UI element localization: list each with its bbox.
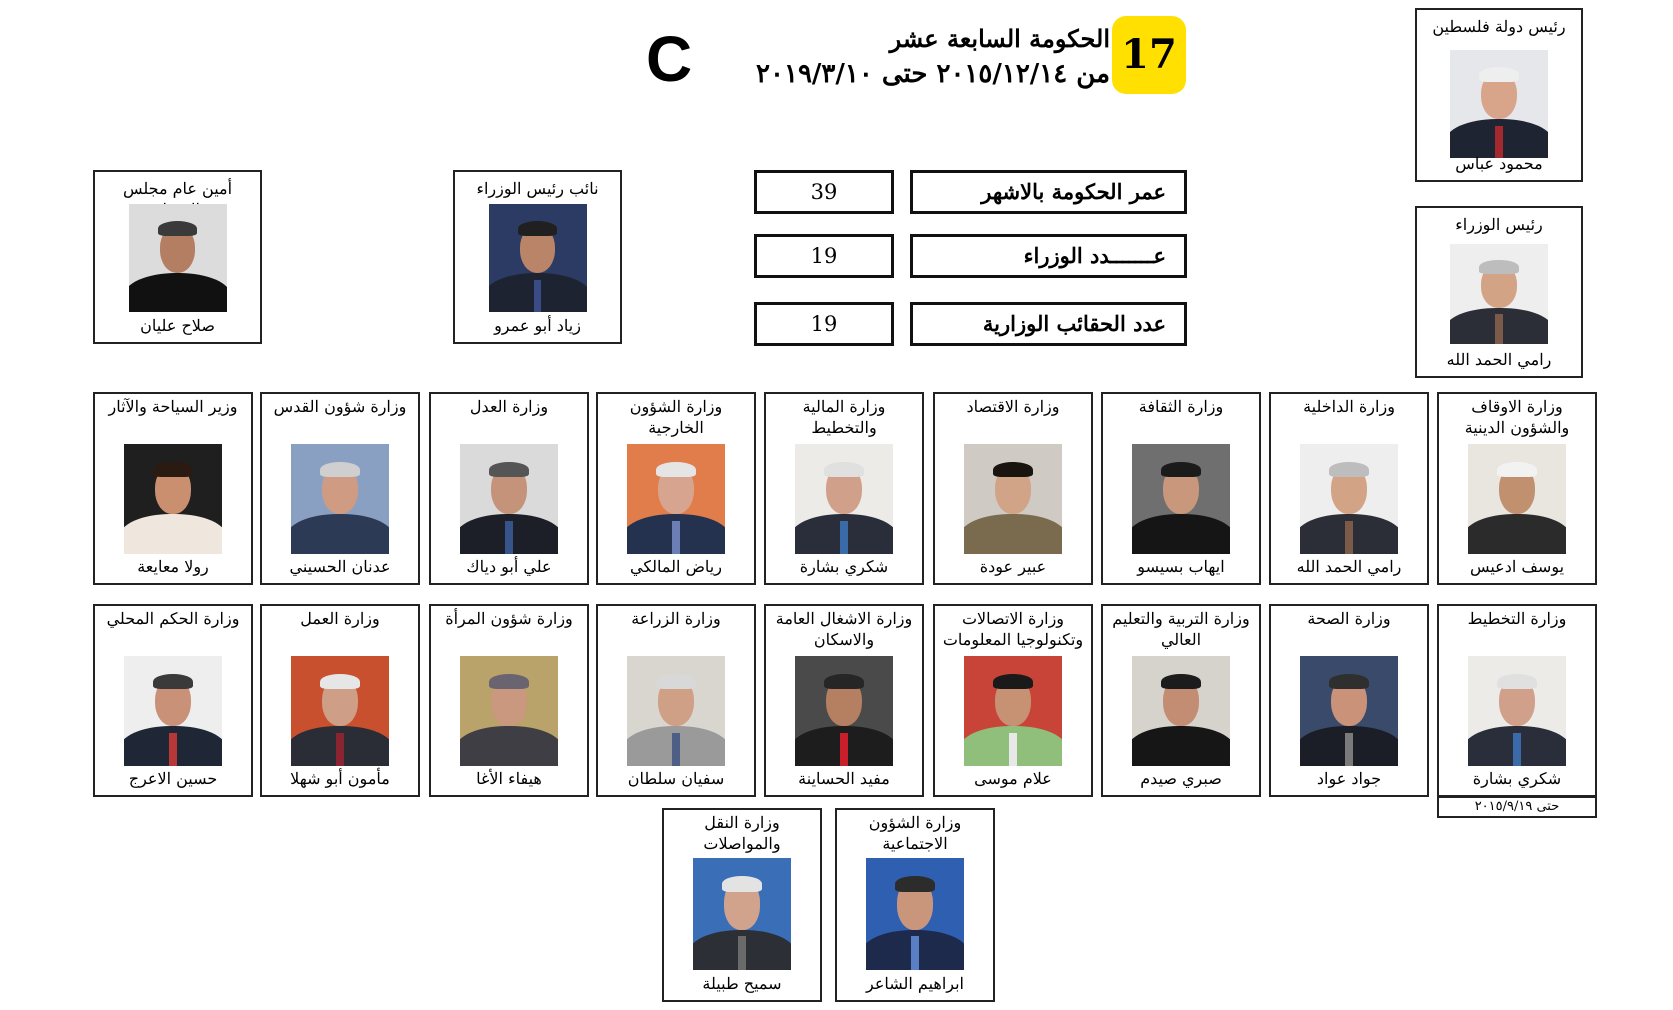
portrait-photo — [1468, 444, 1566, 554]
portrait-photo — [964, 444, 1062, 554]
card-role: وزارة الداخلية — [1303, 397, 1395, 416]
portrait-tie — [336, 733, 344, 766]
minister-card — [933, 392, 1093, 585]
card-name: زياد أبو عمرو — [494, 316, 581, 335]
card-name: مأمون أبو شهلا — [290, 769, 390, 788]
portrait-hair — [489, 674, 528, 689]
card-role: وزير السياحة والآثار — [108, 397, 238, 416]
card-role: وزارة الاتصالات وتكنولوجيا المعلومات — [942, 609, 1084, 649]
info-value-months: 39 — [754, 170, 894, 214]
card-name: شكري بشارة — [799, 557, 889, 576]
portrait-photo — [460, 444, 558, 554]
card-role: رئيس الوزراء — [1455, 215, 1543, 234]
portrait-tie — [174, 280, 182, 312]
minister-card — [1269, 392, 1429, 585]
portrait-tie — [1177, 521, 1185, 554]
card-name: ايهاب بسيسو — [1137, 557, 1225, 576]
card-role: وزارة الاوقاف والشؤون الدينية — [1464, 397, 1570, 437]
portrait-photo — [1450, 244, 1548, 344]
portrait-tie — [1345, 521, 1353, 554]
card-role: أمين عام مجلس — [122, 179, 233, 198]
card-name: هيفاء الأغا — [476, 769, 542, 788]
portrait-hair — [1329, 462, 1368, 477]
minister-card — [1437, 604, 1597, 797]
portrait-hair — [1329, 674, 1368, 689]
planning-term-note: حتى ٢٠١٥/٩/١٩ — [1437, 796, 1597, 818]
card-role: وزارة الثقافة — [1138, 397, 1224, 416]
portrait-photo — [1132, 444, 1230, 554]
portrait-photo — [1450, 50, 1548, 158]
portrait-hair — [722, 876, 761, 892]
portrait-hair — [320, 462, 359, 477]
official-card — [93, 170, 262, 344]
card-name: حسين الاعرج — [128, 769, 218, 788]
portrait-hair — [1161, 674, 1200, 689]
info-value-ministers: 19 — [754, 234, 894, 278]
portrait-photo — [627, 656, 725, 766]
card-role: وزارة شؤون المرأة — [445, 609, 573, 628]
minister-card — [596, 392, 756, 585]
minister-card — [1437, 392, 1597, 585]
portrait-photo — [460, 656, 558, 766]
portrait-tie — [840, 521, 848, 554]
portrait-tie — [1345, 733, 1353, 766]
minister-card — [260, 392, 420, 585]
minister-card — [93, 392, 253, 585]
card-name: علام موسى — [974, 769, 1052, 788]
portrait-hair — [824, 674, 863, 689]
portrait-photo — [1300, 656, 1398, 766]
portrait-tie — [1513, 521, 1521, 554]
card-name: يوسف ادعيس — [1469, 557, 1565, 576]
portrait-hair — [1497, 462, 1536, 477]
card-role: وزارة الزراعة — [631, 609, 721, 628]
portrait-photo — [124, 656, 222, 766]
card-name: رولا معايعة — [137, 557, 209, 576]
portrait-tie — [738, 936, 746, 970]
card-role: وزارة الاشغال العامة والاسكان — [775, 609, 913, 649]
card-name: سميح طبيلة — [702, 974, 782, 993]
minister-card — [429, 604, 589, 797]
portrait-photo — [124, 444, 222, 554]
card-name: محمود عباس — [1455, 154, 1543, 173]
official-card — [1415, 206, 1583, 378]
info-value-portfolios: 19 — [754, 302, 894, 346]
portrait-tie — [505, 521, 513, 554]
minister-card — [1101, 604, 1261, 797]
portrait-tie — [336, 521, 344, 554]
portrait-tie — [840, 733, 848, 766]
card-role: وزارة الاقتصاد — [966, 397, 1060, 416]
portrait-tie — [169, 733, 177, 766]
card-role: وزارة التربية والتعليم العالي — [1112, 609, 1250, 649]
info-label-portfolios: عدد الحقائب الوزارية — [910, 302, 1187, 346]
card-role: وزارة التخطيط — [1467, 609, 1567, 628]
portrait-photo — [795, 444, 893, 554]
info-label-ministers: عـــــــدد الوزراء — [910, 234, 1187, 278]
portrait-hair — [489, 462, 528, 477]
card-name: علي أبو دياك — [466, 557, 552, 576]
card-role: وزارة الشؤون الخارجية — [629, 397, 723, 437]
government-period: من ٢٠١٥/١٢/١٤ حتى ٢٠١٩/٣/١٠ — [756, 59, 1110, 89]
portrait-tie — [534, 280, 542, 312]
portrait-tie — [1009, 733, 1017, 766]
minister-card — [662, 808, 822, 1002]
portrait-hair — [656, 462, 695, 477]
portrait-tie — [1009, 521, 1017, 554]
card-role: وزارة العمل — [300, 609, 380, 628]
section-letter: C — [646, 23, 693, 95]
portrait-hair — [1479, 67, 1518, 82]
portrait-photo — [129, 204, 227, 312]
minister-card — [1269, 604, 1429, 797]
card-role: وزارة الصحة — [1307, 609, 1391, 628]
minister-card — [596, 604, 756, 797]
minister-card — [429, 392, 589, 585]
card-role: وزارة المالية والتخطيط — [802, 397, 886, 437]
portrait-photo — [291, 656, 389, 766]
card-role: وزارة شؤون القدس — [273, 397, 407, 416]
card-name: جواد عواد — [1316, 769, 1382, 788]
card-role: وزارة العدل — [469, 397, 549, 416]
portrait-tie — [1177, 733, 1185, 766]
card-name: رامي الحمد الله — [1446, 350, 1552, 369]
portrait-photo — [1132, 656, 1230, 766]
portrait-photo — [1468, 656, 1566, 766]
card-role: رئيس دولة فلسطين — [1432, 17, 1566, 36]
card-name: رياض المالكي — [630, 557, 722, 576]
minister-card — [260, 604, 420, 797]
portrait-photo — [291, 444, 389, 554]
card-role: وزارة الشؤون الاجتماعية — [868, 813, 962, 853]
portrait-hair — [993, 462, 1032, 477]
card-name: صبري صيدم — [1140, 769, 1222, 788]
portrait-hair — [993, 674, 1032, 689]
card-name: صلاح عليان — [140, 316, 215, 335]
portrait-tie — [1495, 314, 1503, 344]
portrait-photo — [795, 656, 893, 766]
minister-card — [835, 808, 995, 1002]
portrait-tie — [911, 936, 919, 970]
card-name: عدنان الحسيني — [289, 557, 391, 576]
portrait-hair — [518, 221, 557, 236]
official-card — [1415, 8, 1583, 182]
portrait-hair — [824, 462, 863, 477]
portrait-hair — [1497, 674, 1536, 689]
card-name: مفيد الحساينة — [798, 769, 890, 788]
official-card — [453, 170, 622, 344]
portrait-hair — [320, 674, 359, 689]
minister-card — [933, 604, 1093, 797]
card-name: سفيان سلطان — [627, 769, 725, 788]
card-role: وزارة النقل والمواصلات — [703, 813, 781, 853]
portrait-hair — [158, 221, 197, 236]
portrait-hair — [153, 674, 192, 689]
portrait-tie — [1513, 733, 1521, 766]
portrait-tie — [672, 521, 680, 554]
portrait-photo — [1300, 444, 1398, 554]
portrait-photo — [627, 444, 725, 554]
portrait-hair — [1479, 260, 1518, 274]
card-role: وزارة الحكم المحلي — [106, 609, 240, 628]
card-name: ابراهيم الشاعر — [865, 974, 964, 993]
portrait-hair — [895, 876, 934, 892]
minister-card — [764, 392, 924, 585]
portrait-hair — [1161, 462, 1200, 477]
card-role: نائب رئيس الوزراء — [476, 179, 599, 198]
portrait-photo — [693, 858, 791, 970]
portrait-tie — [505, 733, 513, 766]
portrait-photo — [489, 204, 587, 312]
government-number-badge: 17 — [1112, 16, 1186, 94]
minister-card — [1101, 392, 1261, 585]
portrait-tie — [672, 733, 680, 766]
portrait-photo — [866, 858, 964, 970]
portrait-hair — [153, 462, 192, 477]
portrait-tie — [169, 521, 177, 554]
card-name: شكري بشارة — [1472, 769, 1562, 788]
card-name: رامي الحمد الله — [1296, 557, 1402, 576]
government-title: الحكومة السابعة عشر — [889, 24, 1110, 53]
minister-card — [764, 604, 924, 797]
card-name: عبير عودة — [979, 557, 1047, 576]
portrait-hair — [656, 674, 695, 689]
portrait-photo — [964, 656, 1062, 766]
minister-card — [93, 604, 253, 797]
info-label-months: عمر الحكومة بالاشهر — [910, 170, 1187, 214]
